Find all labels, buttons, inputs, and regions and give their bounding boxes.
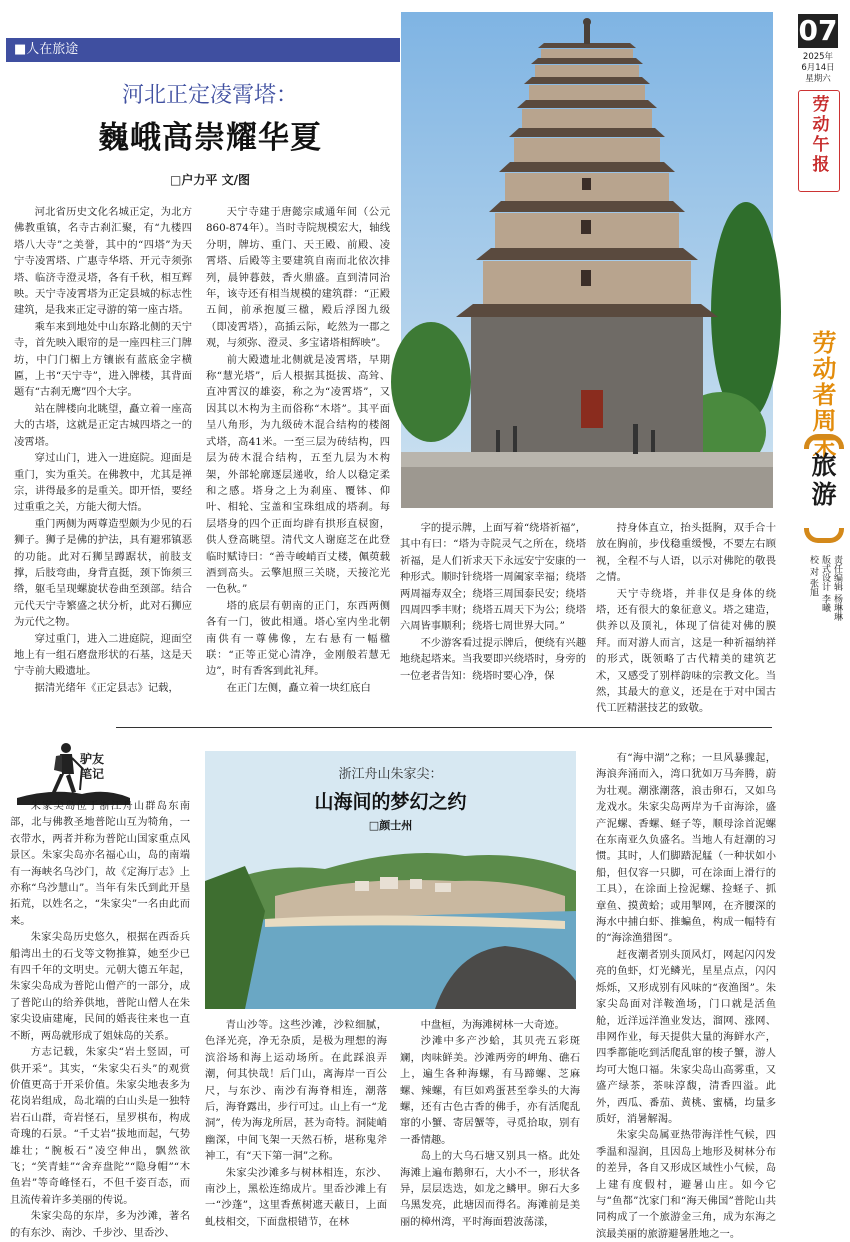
article2-byline: □颜士州 (368, 819, 413, 832)
article2-column-4: 有“海中湖”之称；一旦风暴骤起，海浪奔涌而入，湾口犹如万马奔腾，蔚为壮观。潮涨潮落，浪击卵石，又如乌龙戏水。朱家尖岛两岸为千亩海涂，盛产泥螺、香螺、蛏子等，顺母涂首泥螺在东南亚久负盛名。当地人有赶潮的习惯。其时，人们脚踏泥艋（一种状如小船，但仅容一只脚，可在涂面上滑行的工具），在涂面上捡泥螺、捡蛏子、抓章鱼、摸黄蛤；或用掣网，在齐腰深的海水中捕白虾、推蝙鱼，构成一幅特有的“海涂渔猎图”。 赶夜潮者别头顶风灯，网起闪闪发亮的鱼虾，灯光鳞光，星星点点，闪闪烁烁，又形成别有风味的“夜渔图”。朱家尖岛面对洋鞍渔场，门口就是活鱼舱，近洋远洋渔业发达，溜网、涨网、串网作业，每天提供大量的海鲜水产，四季都能吃到活爬乱窜的梭子蟹，游人均可大饱口福。朱家尖岛山高雾重，又盛产绿茶，茶味淳馥，清香四溢。此外，西瓜、番茄、黄桃、蜜橘，均量多质好，消暑解渴。 朱家尖岛属亚热带海洋性气候，四季温和湿润，且因岛上地形及树林分布的差异，各自又形成区域性小气候，岛上建有度假村，避暑山庄。如今它与“鱼都”沈家门和“海天佛国”普陀山共同构成了一个旅游金三角，成为东海之滨最美丽的旅游避暑胜地之一。 (596, 752, 776, 1240)
article-subtitle: 河北正定凌霄塔： (121, 83, 298, 108)
article2-title: 山海间的梦幻之约 (314, 791, 467, 813)
bracket-top-icon (804, 434, 844, 449)
page-number: 07 (798, 14, 838, 47)
article2-column-1: 朱家尖岛位于浙江舟山群岛东南部，北与佛教圣地普陀山互为犄角，一衣带水，两者并称为普陀山国家重点风景区。朱家尖岛亦名福心山，岛的南端有一海峡名乌沙门，故《定海厅志》上亦称“乌沙慧山”。当年有朱氏到此开垦拓荒，以姓名之，“朱家尖”一名由此而来。 朱家尖岛历史悠久，根据在西岙兵船湾出土的石戈等文物推算，她至少已有四千年的文明史。元朝大德五年起，朱家尖岛成为普陀山僧产的一部分，成了普陀山的给养供地，普陀山僧人在朱家尖设庙建庵，民间的婚丧往来也一直不断，两岛就形成了姐妹岛的关系。 方志记载，朱家尖“岩土竖固，可供开采”。其实，“朱家尖石头”的观赏价值更高于开采价值。朱家尖地表多为花岗岩组成，岛北端的白山头是一独特岩石山群，奇岩怪石，星罗棋布，构成奇瑰的石景。“千丈岩”拔地而起，气势雄壮；“腕板石”凌空伸出，飘然欲飞；“笑青蛙”“舍弃盘陀”“隐身帽”“木鱼岩”等奇峰怪石，不但千姿百态，而且流传着许多美丽的传说。 朱家尖岛的东岸，多为沙滩，著名的有东沙、南沙、千步沙、里岙沙、 (10, 800, 190, 1239)
article1-column-4: 持身体直立，抬头挺胸，双手合十放在胸前，步伐稳重缓慢，不要左右顾视，全程不与人语，以示对佛陀的敬畏之情。 天宁寺绕塔，并非仅是身体的绕塔，还有很大的象征意义。塔之建造，供养以及顶礼，体现了信徒对佛的膜拜。而对游人而言，这是一种祈福纳祥的形式，既领略了古代精美的建筑艺术，又感受了别样韵味的宗教文化。当然，其最大的意义，还是在于对中国古代工匠精湛技艺的致敬。 (596, 522, 776, 715)
tower-photo (401, 12, 773, 508)
island-photo (205, 751, 576, 1009)
article2-subtitle: 浙江舟山朱家尖： (338, 767, 443, 782)
section-header: ■人在旅途 (6, 38, 400, 62)
article1-column-1: 河北省历史文化名城正定，为北方佛教重镇，名寺古刹汇聚，有“九楼四塔八大寺”之美誉，其中的“四塔”为天宁寺凌霄塔、广惠寺华塔、开元寺须弥塔、临济寺澄灵塔，各有千秋，相互辉映。天宁寺凌霄塔为正定县城的标志性建筑，是我来正定寻游的第一座古塔。 乘车来到地处中山东路北侧的天宁寺，首先映入眼帘的是一座四柱三门牌坊，中门门楣上方镶嵌有蓝底金字横匾，上书“天宁寺”，进入牌楼，其背面题有“古刹无鹰”四个大字。 站在牌楼向北眺望，矗立着一座高大的古塔，这就是正定古城四塔之一的凌霄塔。 穿过山门，进入一进庭院。迎面是重门，实为重关。在佛教中，尤其是禅宗，讲得最多的是重关。即开悟，要经过重重之关，方能大彻大悟。 重门两侧为两尊造型颇为少见的石狮子。狮子是佛的护法，具有避邪镇恶的功能。此对石狮呈蹲踞状，前肢支撑，后肢弯曲，身背直挺，颈下饰须三绺，躯毛呈现螺旋状卷曲至颈部。结合元代天宁寺繁盛之状分析，此对石狮应为元代之物。 穿过重门，进入二进庭院，迎面空地上有一组石磨盘形状的石基，这是天宁寺前大殿遗址。 据清光绪年《正定县志》记载， (14, 206, 192, 694)
newspaper-logo: 劳动午报 (798, 90, 840, 192)
article-title: 巍峨高崇耀华夏 (98, 120, 322, 156)
editor-credits: 责任编辑 杨琳琳 版式设计 李曦 校 对 张旭 (808, 555, 842, 621)
article1-column-3: 字的提示牌，上面写着“绕塔祈福”，其中有曰：“塔为寺院灵气之所在，绕塔祈福，是人们祈求天下永远安宁安康的一种形式。顺时针绕塔一周阖家幸福；绕塔两周福寿双全；绕塔三周国泰民安；绕塔四周四季丰财；绕塔五周天下为公；绕塔六周皆事顺利；绕塔七周世界大同。” 不少游客看过提示牌后，便绕有兴趣地绕起塔来。当我要即兴绕塔时，身旁的一位老者告知：绕塔时要心净，保 (400, 522, 586, 682)
article2-column-3: 中盘桓，为海滩树林一大奇迹。 沙滩中多产沙蛤，其贝壳五彩斑斓，肉味鲜美。沙滩两旁的岬角、礁石上，遍生各种海螺，有马蹄螺、芝麻螺、辣螺，有巨如鸡蛋甚至拳头的大海螺，还有古色古香的佛手，亦有活爬乱窜的小蟹、寄居蟹等，寻觅拾取，别有一番情趣。 岛上的大乌石塘又别具一格。此处海滩上遍布鹅卵石，大小不一，形状各异，层层迭迭，如龙之鳞甲。卵石大多乌黑发亮，此塘因而得名。海滩前是美丽的樟州湾，平时海面碧波荡漾， (400, 1019, 580, 1228)
article2-column-2: 青山沙等。这些沙滩，沙粒细腻，色泽光亮，净无杂质，是极为理想的海滨浴场和海上运动场所。在此踩浪弄潮，何其快哉！后门山，离海岸一百公尺，与东沙、南沙有海脊相连，潮落后，海脊露出，步行可过。山上有一“龙洞”，传为海龙所居，甚为奇特。洞陡峭幽深，中间飞架一天然石桥，堪称鬼斧神工，有“天下第一洞”之称。 朱家尖沙滩多与树林相连，东沙、南沙上，黑松连绵成片。里岙沙滩上有一“沙蓬”，这里香蕉树遮天蔽日，上面虬枝相交，下面盘根错节，在林 (205, 1019, 387, 1228)
bracket-bottom-icon (804, 528, 844, 543)
section-divider (116, 727, 772, 728)
brand-title: 劳动者周末 (808, 330, 836, 460)
issue-date: 2025年 6月14日 星期六 (801, 52, 835, 84)
column-label: 驴友 笔记 (80, 752, 105, 781)
article1-column-2: 天宁寺建于唐懿宗咸通年间（公元860-874年）。当时寺院规模宏大，轴线分明，牌坊、重门、天王殿、前殿、凌霄塔、后殿等主要建筑自南而北依次排列，晨钟暮鼓，香火鼎盛。直到清同治年，该寺还有相当规模的建筑群：“正殿五间，前承抱厦三楹，殿后浮图九级（即凌霄塔），高插云际，屹然为一郡之观，与须弥、澄灵、多宝诸塔相辉映”。 前大殿遗址北侧就是凌霄塔，早期称“慧光塔”，后人根据其挺拔、高耸、直冲霄汉的雄姿，称之为“凌霄塔”，又因其以木构为主而俗称“木塔”。其平面呈八角形，为九级砖木混合结构的楼阁式塔，高41米。一至三层为砖结构，四层为砖木混合结构，五至九层为木构架，外部轮廓逐层递收，给人以稳定柔和之感。塔身之上为刹座、覆钵、仰叶、相轮、宝盖和宝珠组成的塔刹。每层塔身的四个正面均辟有拱形直棂窗，供人登高眺望。清代文人谢庭芝在此登临时赋诗曰：“善寺峻峭百丈楼，佩萸载酒到高头。云擎旭照三关晓，天接沱光一色秋。” 塔的底层有朝南的正门，东西两侧各有一门，彼此相通。塔心室内坐北朝南供有一尊佛像，左右悬有一幅楹联：“正等正觉心清净，金刚般若慧无边”，时有香客到此礼拜。 在正门左侧，矗立着一块红底白 (206, 206, 390, 694)
article-byline: □户力平 文/图 (170, 173, 250, 187)
channel-title: 旅游 (808, 452, 837, 510)
